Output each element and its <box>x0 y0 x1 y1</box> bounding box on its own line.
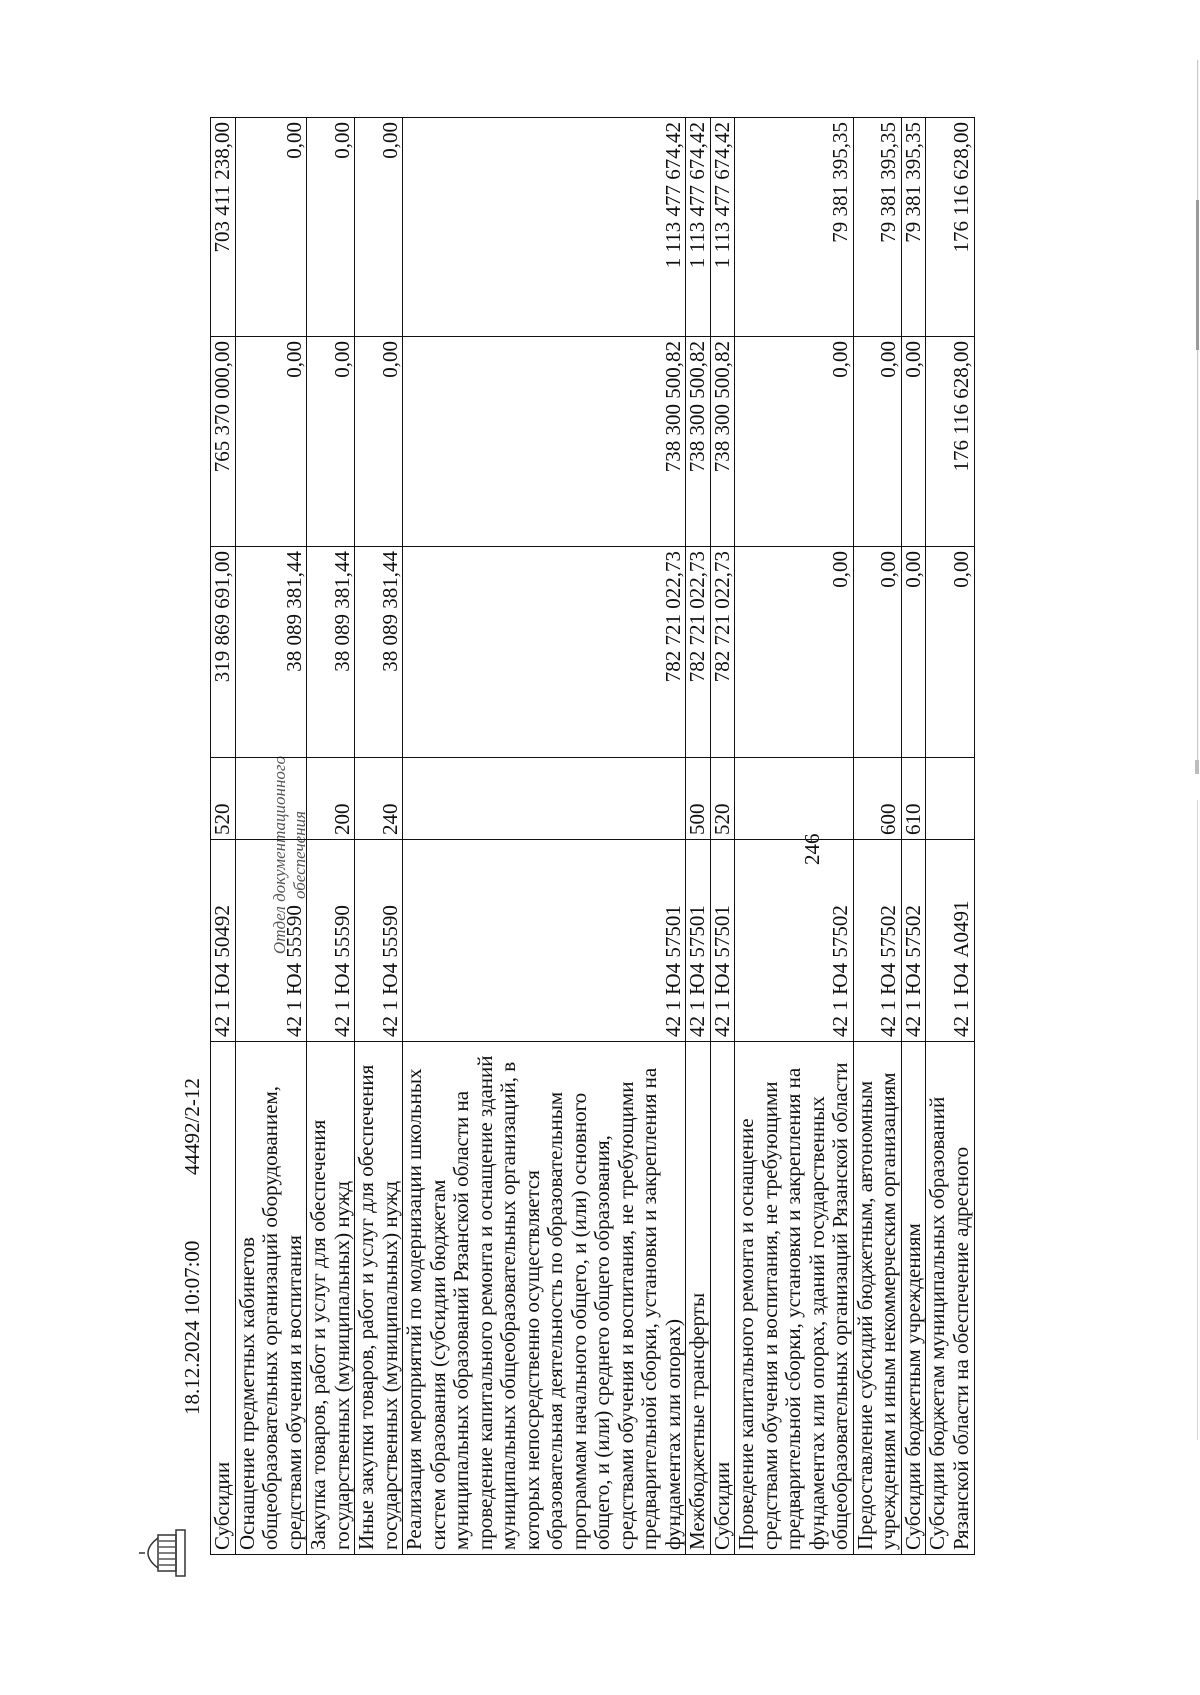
row-amount-1: 319 869 691,00 <box>211 547 236 758</box>
row-amount-2: 0,00 <box>355 337 403 547</box>
row-amount-3: 176 116 628,00 <box>926 118 974 337</box>
row-description: Субсидии <box>211 1042 236 1555</box>
row-amount-2: 0,00 <box>735 337 854 547</box>
row-amount-3: 1 113 477 674,42 <box>403 118 686 337</box>
row-expense-type <box>926 758 974 840</box>
table-row <box>235 118 307 1555</box>
row-amount-3: 79 381 395,35 <box>735 118 854 337</box>
row-target-code: 42 1 Ю4 57501 <box>686 840 711 1042</box>
row-amount-2: 0,00 <box>901 337 926 547</box>
table-row <box>710 118 735 1555</box>
row-target-code: 42 1 Ю4 55590 <box>235 840 307 1042</box>
row-amount-1: 0,00 <box>901 547 926 758</box>
row-expense-type <box>235 758 307 840</box>
row-description: Субсидии бюджетам муниципальных образований Рязанской области на обеспечение адресного <box>926 1042 974 1555</box>
table-row <box>307 118 355 1555</box>
row-description: Оснащение предметных кабинетов общеобразовательных организаций оборудованием, средствами обучения и воспитания <box>235 1042 307 1555</box>
row-amount-1: 38 089 381,44 <box>307 547 355 758</box>
row-amount-2: 176 116 628,00 <box>926 337 974 547</box>
row-expense-type: 610 <box>901 758 926 840</box>
row-amount-3: 0,00 <box>235 118 307 337</box>
table-row <box>901 118 926 1555</box>
stamp-line-1: Отдел документационного <box>270 755 289 955</box>
row-target-code: 42 1 Ю4 57501 <box>403 840 686 1042</box>
budget-table-body <box>211 118 975 1555</box>
row-amount-1: 38 089 381,44 <box>235 547 307 758</box>
row-amount-2: 738 300 500,82 <box>686 337 711 547</box>
row-amount-3: 1 113 477 674,42 <box>710 118 735 337</box>
row-target-code: 42 1 Ю4 50492 <box>211 840 236 1042</box>
row-description: Иные закупки товаров, работ и услуг для обеспечения государственных (муниципальных) нужд <box>355 1042 403 1555</box>
table-row <box>355 118 403 1555</box>
row-amount-1: 782 721 022,73 <box>686 547 711 758</box>
row-expense-type: 520 <box>710 758 735 840</box>
row-description: Предоставление субсидий бюджетным, автономным учреждениям и иным некоммерческим организациям <box>853 1042 901 1555</box>
row-amount-1: 782 721 022,73 <box>403 547 686 758</box>
table-row <box>403 118 686 1555</box>
table-row <box>211 118 236 1555</box>
row-description: Субсидии <box>710 1042 735 1555</box>
row-target-code: 42 1 Ю4 57502 <box>735 840 854 1042</box>
row-amount-3: 0,00 <box>355 118 403 337</box>
row-target-code: 42 1 Ю4 57502 <box>901 840 926 1042</box>
row-expense-type: 600 <box>853 758 901 840</box>
row-amount-1: 0,00 <box>926 547 974 758</box>
table-row <box>853 118 901 1555</box>
row-amount-3: 0,00 <box>307 118 355 337</box>
row-expense-type: 200 <box>307 758 355 840</box>
row-target-code: 42 1 Ю4 55590 <box>355 840 403 1042</box>
row-amount-1: 38 089 381,44 <box>355 547 403 758</box>
row-amount-1: 0,00 <box>853 547 901 758</box>
row-expense-type <box>403 758 686 840</box>
row-amount-3: 79 381 395,35 <box>853 118 901 337</box>
duma-emblem-icon <box>136 1526 188 1580</box>
table-row <box>686 118 711 1555</box>
row-amount-3: 703 411 238,00 <box>211 118 236 337</box>
row-amount-1: 0,00 <box>735 547 854 758</box>
row-amount-2: 738 300 500,82 <box>403 337 686 547</box>
row-amount-2: 738 300 500,82 <box>710 337 735 547</box>
row-expense-type: 520 <box>211 758 236 840</box>
footer-document-number: 44492/2-12 <box>180 1078 204 1175</box>
row-description: Субсидии бюджетным учреждениям <box>901 1042 926 1555</box>
table-row <box>926 118 974 1555</box>
row-expense-type <box>735 758 854 840</box>
row-target-code: 42 1 Ю4 57502 <box>853 840 901 1042</box>
scan-edge-artifact <box>1183 0 1200 1695</box>
row-amount-2: 0,00 <box>307 337 355 547</box>
row-amount-1: 782 721 022,73 <box>710 547 735 758</box>
row-amount-2: 0,00 <box>235 337 307 547</box>
table-row <box>735 118 854 1555</box>
page-number: 246 <box>800 833 824 865</box>
row-expense-type: 500 <box>686 758 711 840</box>
row-target-code: 42 1 Ю4 A0491 <box>926 840 974 1042</box>
row-amount-3: 1 113 477 674,42 <box>686 118 711 337</box>
row-target-code: 42 1 Ю4 55590 <box>307 840 355 1042</box>
row-expense-type: 240 <box>355 758 403 840</box>
row-description: Реализация мероприятий по модернизации школьных систем образования (субсидии бюджетам муниципальных образований Рязанской области на проведение капитального ремонта и оснащение зданий муниципальных общеобразовательных организаций, в которых непосредственно осуществляется образовательная деятельность по образовательным программам начального общего, и (или) основного общего, и (или) среднего общего образования, средствами обучения и воспитания, не требующими предварительной сборки, установки и закрепления на фундаментах или опорах) <box>403 1042 686 1555</box>
stamp-line-2: обеспечения <box>289 811 309 900</box>
footer-date: 18.12.2024 10:07:00 <box>180 1240 204 1415</box>
row-amount-2: 0,00 <box>853 337 901 547</box>
budget-table <box>210 117 975 1555</box>
row-description: Закупка товаров, работ и услуг для обеспечения государственных (муниципальных) нужд <box>307 1042 355 1555</box>
row-description: Проведение капитального ремонта и оснащение средствами обучения и воспитания, не требующими предварительной сборки, установки и закрепления на фундаментах или опорах, зданий государственных общеобразовательных организаций Рязанской области <box>735 1042 854 1555</box>
row-amount-3: 79 381 395,35 <box>901 118 926 337</box>
row-amount-2: 765 370 000,00 <box>211 337 236 547</box>
row-description: Межбюджетные трансферты <box>686 1042 711 1555</box>
row-target-code: 42 1 Ю4 57501 <box>710 840 735 1042</box>
